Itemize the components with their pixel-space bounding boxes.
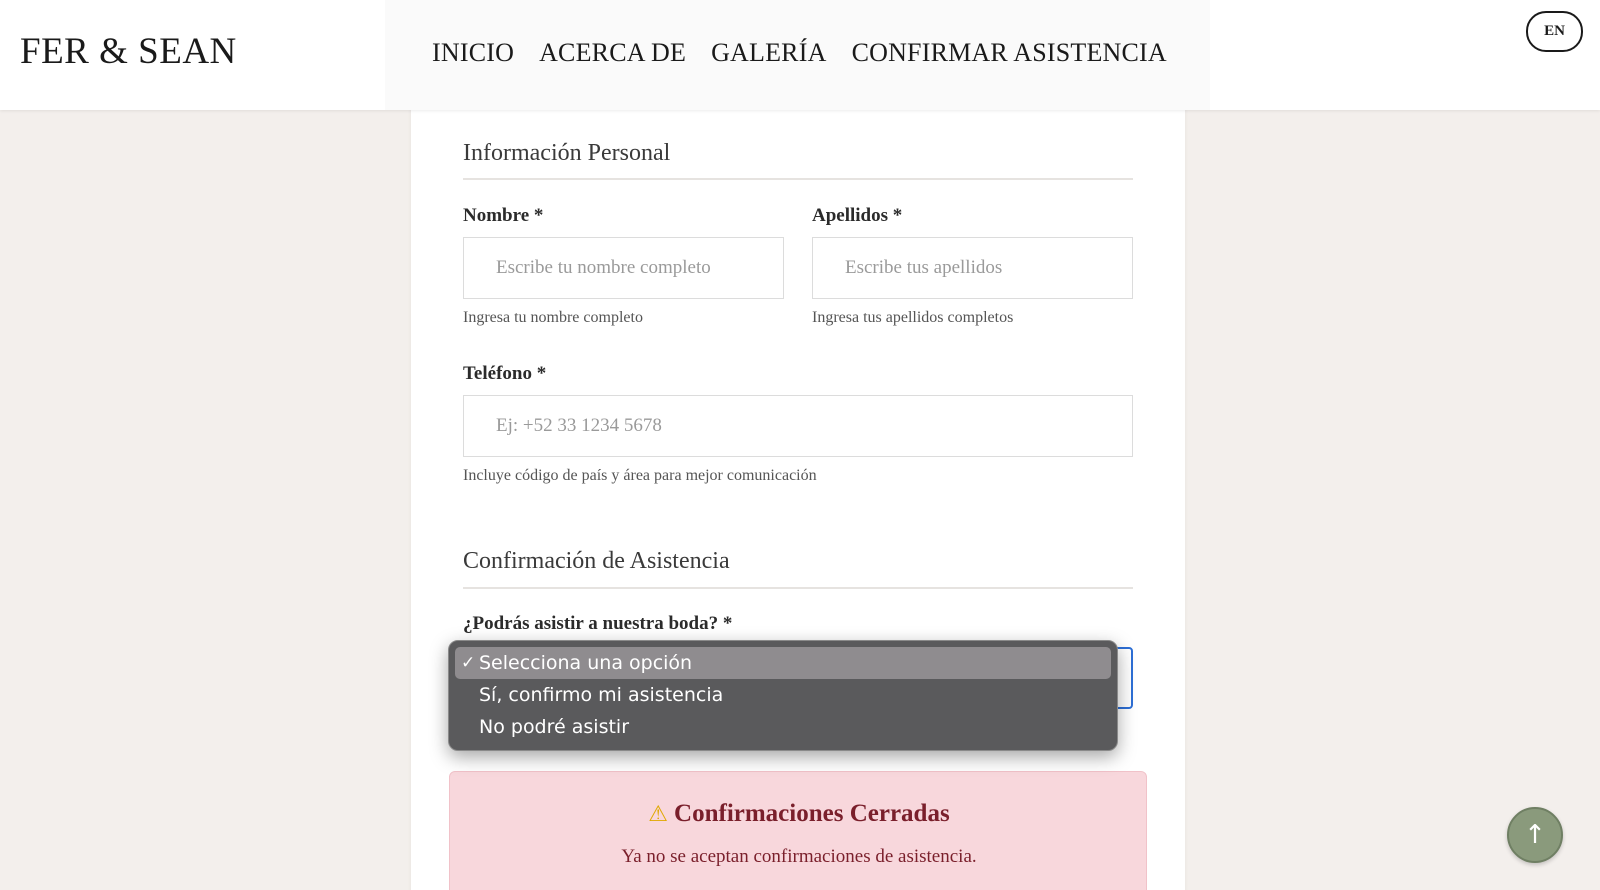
telefono-input[interactable]: Ej: +52 33 1234 5678 (463, 395, 1133, 457)
dropdown-option-yes[interactable] (455, 679, 1111, 711)
arrow-up-icon: ↑ (1524, 820, 1546, 850)
section-divider (463, 178, 1133, 180)
site-header (0, 0, 1600, 110)
dropdown-option-select[interactable] (455, 647, 1111, 679)
closed-alert (449, 771, 1147, 890)
attendance-question-label: ¿Podrás asistir a nuestra boda? * (463, 613, 733, 634)
warning-icon: ⚠ (648, 802, 669, 827)
dropdown-option-no[interactable] (455, 711, 1111, 743)
personal-info-title: Información Personal (463, 140, 671, 166)
scroll-to-top-button[interactable] (1507, 807, 1563, 863)
nav-inicio[interactable]: INICIO (432, 38, 515, 67)
brand-logo[interactable]: FER & SEAN (20, 31, 237, 72)
section-divider (463, 587, 1133, 589)
nav-acerca-de[interactable]: ACERCA DE (539, 38, 687, 67)
nav-confirmar-asistencia[interactable]: CONFIRMAR ASISTENCIA (851, 38, 1167, 67)
alert-title-row (450, 800, 1148, 828)
telefono-label: Teléfono * (463, 363, 547, 384)
telefono-hint: Incluye código de país y área para mejor comunicación (463, 467, 817, 484)
nombre-input[interactable]: Escribe tu nombre completo (463, 237, 784, 299)
main-nav (432, 38, 1167, 68)
option-label: Sí, confirmo mi asistencia (479, 684, 724, 706)
attendance-dropdown-menu (448, 640, 1118, 751)
nav-galeria[interactable]: GALERÍA (711, 38, 827, 67)
option-label: No podré asistir (479, 716, 630, 738)
apellidos-label: Apellidos * (812, 205, 903, 226)
language-toggle-button[interactable]: EN (1526, 11, 1583, 52)
nombre-hint: Ingresa tu nombre completo (463, 309, 643, 326)
alert-title: Confirmaciones Cerradas (674, 800, 950, 827)
attendance-section-title: Confirmación de Asistencia (463, 548, 730, 574)
nombre-label: Nombre * (463, 205, 544, 226)
checkmark-icon: ✓ (461, 653, 476, 673)
apellidos-hint: Ingresa tus apellidos completos (812, 309, 1014, 326)
apellidos-input[interactable]: Escribe tus apellidos (812, 237, 1133, 299)
alert-message: Ya no se aceptan confirmaciones de asistencia. (621, 846, 977, 867)
option-label: Selecciona una opción (479, 652, 693, 674)
